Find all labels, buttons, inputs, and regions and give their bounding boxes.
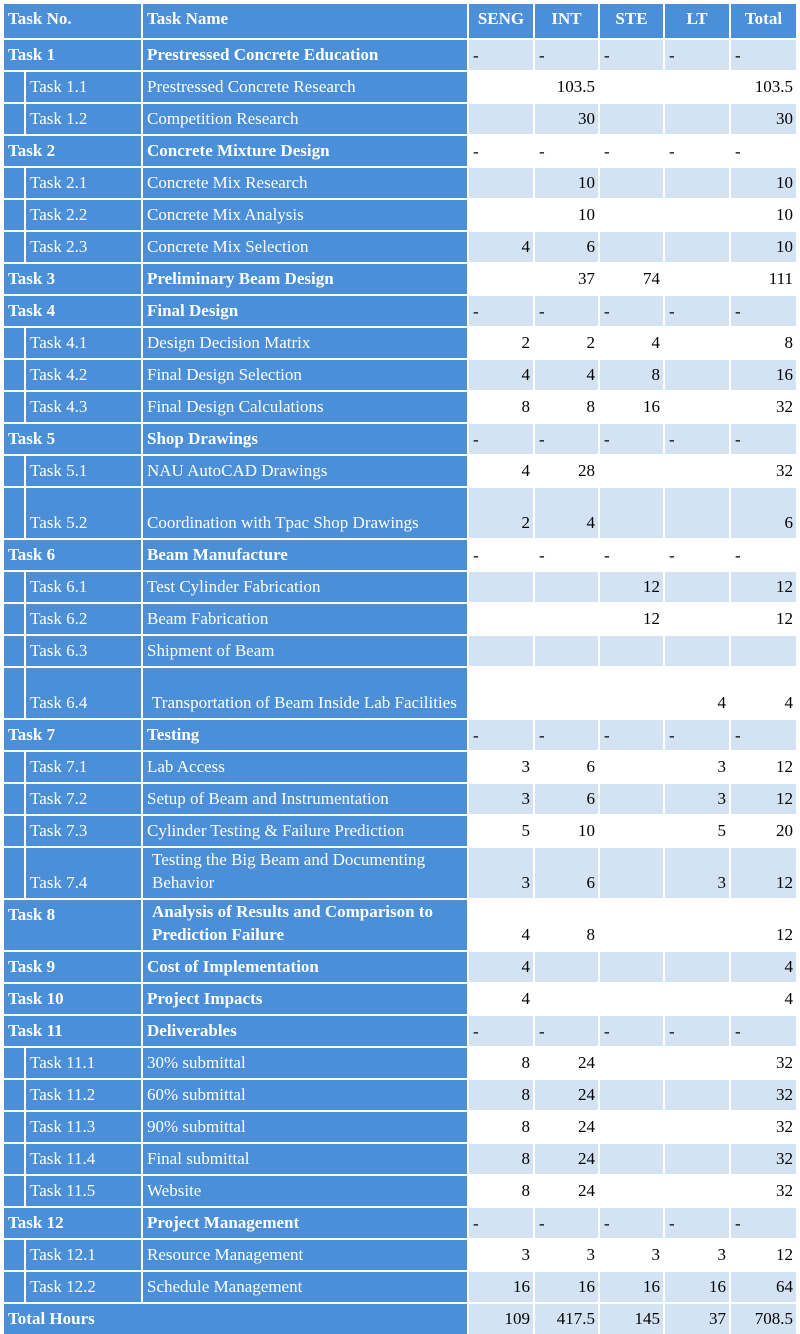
indent-spacer	[4, 488, 24, 538]
dash-cell: -	[731, 136, 796, 166]
task-number: Task 1.2	[26, 104, 141, 134]
dash-cell: -	[731, 296, 796, 326]
dash-cell: -	[731, 540, 796, 570]
value-lt	[665, 328, 729, 358]
value-int: 24	[535, 1048, 598, 1078]
dash-cell: -	[600, 136, 663, 166]
total-int: 417.5	[535, 1304, 598, 1334]
value-int	[535, 604, 598, 634]
dash-cell: -	[665, 296, 729, 326]
task-number: Task 2.2	[26, 200, 141, 230]
value-seng	[469, 572, 533, 602]
dash-cell: -	[731, 1208, 796, 1238]
value-ste	[600, 1144, 663, 1174]
value-seng: 2	[469, 328, 533, 358]
task-number: Task 5	[4, 424, 141, 454]
value-lt: 3	[665, 752, 729, 782]
task-number: Task 5.2	[26, 488, 141, 538]
value-int: 103.5	[535, 72, 598, 102]
task-name: Project Management	[143, 1208, 467, 1238]
indent-spacer	[4, 168, 24, 198]
dash-cell: -	[731, 1016, 796, 1046]
task-number: Task 12	[4, 1208, 141, 1238]
task-number: Task 10	[4, 984, 141, 1014]
value-lt	[665, 72, 729, 102]
value-seng: 8	[469, 1080, 533, 1110]
task-name: Website	[143, 1176, 467, 1206]
task-number: Task 6.2	[26, 604, 141, 634]
indent-spacer	[4, 200, 24, 230]
value-int: 24	[535, 1144, 598, 1174]
value-ste	[600, 752, 663, 782]
value-seng: 3	[469, 848, 533, 898]
task-number: Task 1	[4, 40, 141, 70]
task-name: Setup of Beam and Instrumentation	[143, 784, 467, 814]
dash-cell: -	[535, 720, 598, 750]
value-lt	[665, 200, 729, 230]
value-seng	[469, 636, 533, 666]
value-int: 6	[535, 784, 598, 814]
dash-cell: -	[600, 296, 663, 326]
value-lt: 3	[665, 1240, 729, 1270]
task-name: NAU AutoCAD Drawings	[143, 456, 467, 486]
value-ste: 16	[600, 1272, 663, 1302]
value-ste	[600, 232, 663, 262]
value-int	[535, 984, 598, 1014]
value-int: 8	[535, 900, 598, 950]
value-total: 4	[731, 952, 796, 982]
value-total: 32	[731, 392, 796, 422]
value-ste	[600, 168, 663, 198]
indent-spacer	[4, 1240, 24, 1270]
task-name: Schedule Management	[143, 1272, 467, 1302]
task-name: Project Impacts	[143, 984, 467, 1014]
dash-cell: -	[731, 40, 796, 70]
value-total: 32	[731, 456, 796, 486]
value-int: 24	[535, 1112, 598, 1142]
dash-cell: -	[600, 720, 663, 750]
dash-cell: -	[535, 136, 598, 166]
value-seng: 5	[469, 816, 533, 846]
value-total: 32	[731, 1112, 796, 1142]
task-number: Task 7.1	[26, 752, 141, 782]
indent-spacer	[4, 668, 24, 718]
dash-cell: -	[600, 540, 663, 570]
task-number: Task 11.1	[26, 1048, 141, 1078]
value-seng: 4	[469, 984, 533, 1014]
value-total: 4	[731, 984, 796, 1014]
value-int	[535, 636, 598, 666]
value-ste	[600, 72, 663, 102]
value-seng	[469, 72, 533, 102]
value-int	[535, 952, 598, 982]
value-ste	[600, 104, 663, 134]
value-total: 12	[731, 752, 796, 782]
task-name: Beam Fabrication	[143, 604, 467, 634]
value-ste	[600, 784, 663, 814]
value-ste	[600, 456, 663, 486]
value-seng: 4	[469, 900, 533, 950]
value-seng: 4	[469, 232, 533, 262]
value-total	[731, 636, 796, 666]
task-number: Task 6.1	[26, 572, 141, 602]
value-total: 12	[731, 784, 796, 814]
dash-cell: -	[665, 1016, 729, 1046]
header-col-total: Total	[731, 4, 796, 38]
value-lt	[665, 1144, 729, 1174]
value-int: 6	[535, 752, 598, 782]
header-task-no: Task No.	[4, 4, 141, 38]
value-total: 12	[731, 572, 796, 602]
value-total: 12	[731, 848, 796, 898]
value-ste: 12	[600, 604, 663, 634]
dash-cell: -	[665, 540, 729, 570]
task-name: 90% submittal	[143, 1112, 467, 1142]
value-lt	[665, 360, 729, 390]
task-number: Task 7.4	[26, 848, 141, 898]
value-ste: 12	[600, 572, 663, 602]
value-total: 6	[731, 488, 796, 538]
indent-spacer	[4, 72, 24, 102]
value-ste: 8	[600, 360, 663, 390]
value-total: 10	[731, 232, 796, 262]
value-int: 6	[535, 232, 598, 262]
task-number: Task 11.5	[26, 1176, 141, 1206]
task-name: Prestressed Concrete Education	[143, 40, 467, 70]
value-total: 111	[731, 264, 796, 294]
task-number: Task 1.1	[26, 72, 141, 102]
task-number: Task 7.3	[26, 816, 141, 846]
value-total: 32	[731, 1080, 796, 1110]
indent-spacer	[4, 752, 24, 782]
value-seng	[469, 668, 533, 718]
value-ste	[600, 1176, 663, 1206]
task-number: Task 2.1	[26, 168, 141, 198]
value-int: 10	[535, 200, 598, 230]
value-int: 16	[535, 1272, 598, 1302]
indent-spacer	[4, 784, 24, 814]
value-ste	[600, 848, 663, 898]
value-ste	[600, 1112, 663, 1142]
indent-spacer	[4, 456, 24, 486]
task-number: Task 4.3	[26, 392, 141, 422]
task-number: Task 6	[4, 540, 141, 570]
value-total: 4	[731, 668, 796, 718]
value-total: 32	[731, 1144, 796, 1174]
value-seng: 8	[469, 1048, 533, 1078]
value-seng: 8	[469, 1144, 533, 1174]
value-lt	[665, 456, 729, 486]
value-int: 4	[535, 360, 598, 390]
indent-spacer	[4, 1048, 24, 1078]
header-col-seng: SENG	[469, 4, 533, 38]
value-lt	[665, 392, 729, 422]
value-int	[535, 668, 598, 718]
dash-cell: -	[469, 1208, 533, 1238]
task-name: Shipment of Beam	[143, 636, 467, 666]
value-total: 30	[731, 104, 796, 134]
task-name: Final Design Calculations	[143, 392, 467, 422]
indent-spacer	[4, 328, 24, 358]
task-number: Task 2.3	[26, 232, 141, 262]
value-seng	[469, 604, 533, 634]
task-number: Task 2	[4, 136, 141, 166]
dash-cell: -	[535, 424, 598, 454]
value-seng: 3	[469, 784, 533, 814]
value-ste: 74	[600, 264, 663, 294]
dash-cell: -	[469, 424, 533, 454]
task-name: Test Cylinder Fabrication	[143, 572, 467, 602]
value-lt	[665, 168, 729, 198]
value-int: 30	[535, 104, 598, 134]
value-lt	[665, 1048, 729, 1078]
value-int: 3	[535, 1240, 598, 1270]
indent-spacer	[4, 232, 24, 262]
value-total: 10	[731, 200, 796, 230]
task-name: Lab Access	[143, 752, 467, 782]
value-ste: 16	[600, 392, 663, 422]
task-number: Task 6.4	[26, 668, 141, 718]
header-col-int: INT	[535, 4, 598, 38]
value-total: 20	[731, 816, 796, 846]
dash-cell: -	[600, 1016, 663, 1046]
value-int: 2	[535, 328, 598, 358]
value-lt	[665, 1080, 729, 1110]
value-lt	[665, 232, 729, 262]
task-number: Task 4.1	[26, 328, 141, 358]
total-seng: 109	[469, 1304, 533, 1334]
task-name: Design Decision Matrix	[143, 328, 467, 358]
indent-spacer	[4, 1080, 24, 1110]
task-number: Task 11.2	[26, 1080, 141, 1110]
value-ste	[600, 636, 663, 666]
total-hours-label: Total Hours	[4, 1304, 467, 1334]
dash-cell: -	[469, 136, 533, 166]
task-name: Prestressed Concrete Research	[143, 72, 467, 102]
dash-cell: -	[665, 720, 729, 750]
value-int: 28	[535, 456, 598, 486]
task-number: Task 11.3	[26, 1112, 141, 1142]
value-ste	[600, 488, 663, 538]
value-ste: 4	[600, 328, 663, 358]
indent-spacer	[4, 1112, 24, 1142]
value-total: 64	[731, 1272, 796, 1302]
value-seng: 8	[469, 392, 533, 422]
task-name: Concrete Mixture Design	[143, 136, 467, 166]
dash-cell: -	[535, 40, 598, 70]
task-name: Concrete Mix Selection	[143, 232, 467, 262]
dash-cell: -	[600, 424, 663, 454]
header-col-ste: STE	[600, 4, 663, 38]
dash-cell: -	[600, 1208, 663, 1238]
task-name: Competition Research	[143, 104, 467, 134]
task-name: Resource Management	[143, 1240, 467, 1270]
dash-cell: -	[600, 40, 663, 70]
value-lt	[665, 636, 729, 666]
value-lt	[665, 984, 729, 1014]
dash-cell: -	[469, 296, 533, 326]
indent-spacer	[4, 848, 24, 898]
indent-spacer	[4, 1272, 24, 1302]
value-total: 32	[731, 1176, 796, 1206]
task-number: Task 4	[4, 296, 141, 326]
value-lt	[665, 604, 729, 634]
value-ste	[600, 984, 663, 1014]
value-total: 16	[731, 360, 796, 390]
value-lt: 16	[665, 1272, 729, 1302]
dash-cell: -	[731, 720, 796, 750]
value-int: 8	[535, 392, 598, 422]
task-name: Final Design	[143, 296, 467, 326]
task-name: 30% submittal	[143, 1048, 467, 1078]
value-lt	[665, 488, 729, 538]
dash-cell: -	[469, 40, 533, 70]
task-number: Task 6.3	[26, 636, 141, 666]
task-number: Task 11.4	[26, 1144, 141, 1174]
task-number: Task 3	[4, 264, 141, 294]
value-int	[535, 572, 598, 602]
value-ste	[600, 1048, 663, 1078]
value-lt: 4	[665, 668, 729, 718]
total-total: 708.5	[731, 1304, 796, 1334]
dash-cell: -	[469, 540, 533, 570]
dash-cell: -	[469, 720, 533, 750]
value-lt	[665, 1112, 729, 1142]
task-name: Preliminary Beam Design	[143, 264, 467, 294]
value-total: 8	[731, 328, 796, 358]
task-name: Beam Manufacture	[143, 540, 467, 570]
value-ste	[600, 816, 663, 846]
task-name: Final submittal	[143, 1144, 467, 1174]
indent-spacer	[4, 360, 24, 390]
dash-cell: -	[469, 1016, 533, 1046]
value-total: 103.5	[731, 72, 796, 102]
value-seng: 4	[469, 952, 533, 982]
dash-cell: -	[535, 1208, 598, 1238]
value-seng: 4	[469, 456, 533, 486]
task-name: 60% submittal	[143, 1080, 467, 1110]
value-int: 4	[535, 488, 598, 538]
value-seng: 2	[469, 488, 533, 538]
value-ste: 3	[600, 1240, 663, 1270]
value-int: 6	[535, 848, 598, 898]
task-name: Coordination with Tpac Shop Drawings	[143, 488, 467, 538]
value-int: 10	[535, 168, 598, 198]
task-number: Task 8	[4, 900, 141, 950]
dash-cell: -	[665, 1208, 729, 1238]
task-name: Transportation of Beam Inside Lab Facilities	[143, 668, 467, 718]
value-seng: 8	[469, 1176, 533, 1206]
task-name: Final Design Selection	[143, 360, 467, 390]
value-total: 12	[731, 900, 796, 950]
dash-cell: -	[731, 424, 796, 454]
value-seng	[469, 264, 533, 294]
indent-spacer	[4, 1176, 24, 1206]
value-seng: 3	[469, 1240, 533, 1270]
total-lt: 37	[665, 1304, 729, 1334]
header-col-lt: LT	[665, 4, 729, 38]
task-name: Analysis of Results and Comparison to Prediction Failure	[143, 900, 467, 950]
value-seng: 3	[469, 752, 533, 782]
value-int: 37	[535, 264, 598, 294]
dash-cell: -	[535, 296, 598, 326]
dash-cell: -	[535, 1016, 598, 1046]
value-lt	[665, 952, 729, 982]
task-number: Task 5.1	[26, 456, 141, 486]
indent-spacer	[4, 636, 24, 666]
task-name: Cost of Implementation	[143, 952, 467, 982]
value-seng	[469, 104, 533, 134]
task-number: Task 7	[4, 720, 141, 750]
task-name: Cylinder Testing & Failure Prediction	[143, 816, 467, 846]
task-number: Task 9	[4, 952, 141, 982]
value-seng	[469, 168, 533, 198]
value-lt	[665, 264, 729, 294]
value-lt	[665, 900, 729, 950]
indent-spacer	[4, 572, 24, 602]
value-int: 24	[535, 1176, 598, 1206]
value-ste	[600, 1080, 663, 1110]
value-lt: 3	[665, 784, 729, 814]
dash-cell: -	[665, 136, 729, 166]
value-seng: 8	[469, 1112, 533, 1142]
value-seng	[469, 200, 533, 230]
indent-spacer	[4, 816, 24, 846]
value-total: 10	[731, 168, 796, 198]
task-number: Task 4.2	[26, 360, 141, 390]
value-total: 12	[731, 604, 796, 634]
task-name: Concrete Mix Analysis	[143, 200, 467, 230]
dash-cell: -	[665, 424, 729, 454]
task-number: Task 12.2	[26, 1272, 141, 1302]
indent-spacer	[4, 104, 24, 134]
value-lt	[665, 1176, 729, 1206]
task-number: Task 11	[4, 1016, 141, 1046]
value-lt: 5	[665, 816, 729, 846]
indent-spacer	[4, 1144, 24, 1174]
task-name: Testing the Big Beam and Documenting Behavior	[143, 848, 467, 898]
value-ste	[600, 900, 663, 950]
task-name: Shop Drawings	[143, 424, 467, 454]
header-task-name: Task Name	[143, 4, 467, 38]
task-name: Testing	[143, 720, 467, 750]
indent-spacer	[4, 604, 24, 634]
task-number: Task 12.1	[26, 1240, 141, 1270]
value-ste	[600, 668, 663, 718]
dash-cell: -	[665, 40, 729, 70]
value-int: 10	[535, 816, 598, 846]
task-number: Task 7.2	[26, 784, 141, 814]
task-name: Concrete Mix Research	[143, 168, 467, 198]
value-ste	[600, 952, 663, 982]
value-int: 24	[535, 1080, 598, 1110]
value-lt	[665, 572, 729, 602]
value-lt: 3	[665, 848, 729, 898]
indent-spacer	[4, 392, 24, 422]
value-ste	[600, 200, 663, 230]
value-lt	[665, 104, 729, 134]
value-total: 32	[731, 1048, 796, 1078]
task-name: Deliverables	[143, 1016, 467, 1046]
total-ste: 145	[600, 1304, 663, 1334]
value-total: 12	[731, 1240, 796, 1270]
dash-cell: -	[535, 540, 598, 570]
value-seng: 16	[469, 1272, 533, 1302]
value-seng: 4	[469, 360, 533, 390]
